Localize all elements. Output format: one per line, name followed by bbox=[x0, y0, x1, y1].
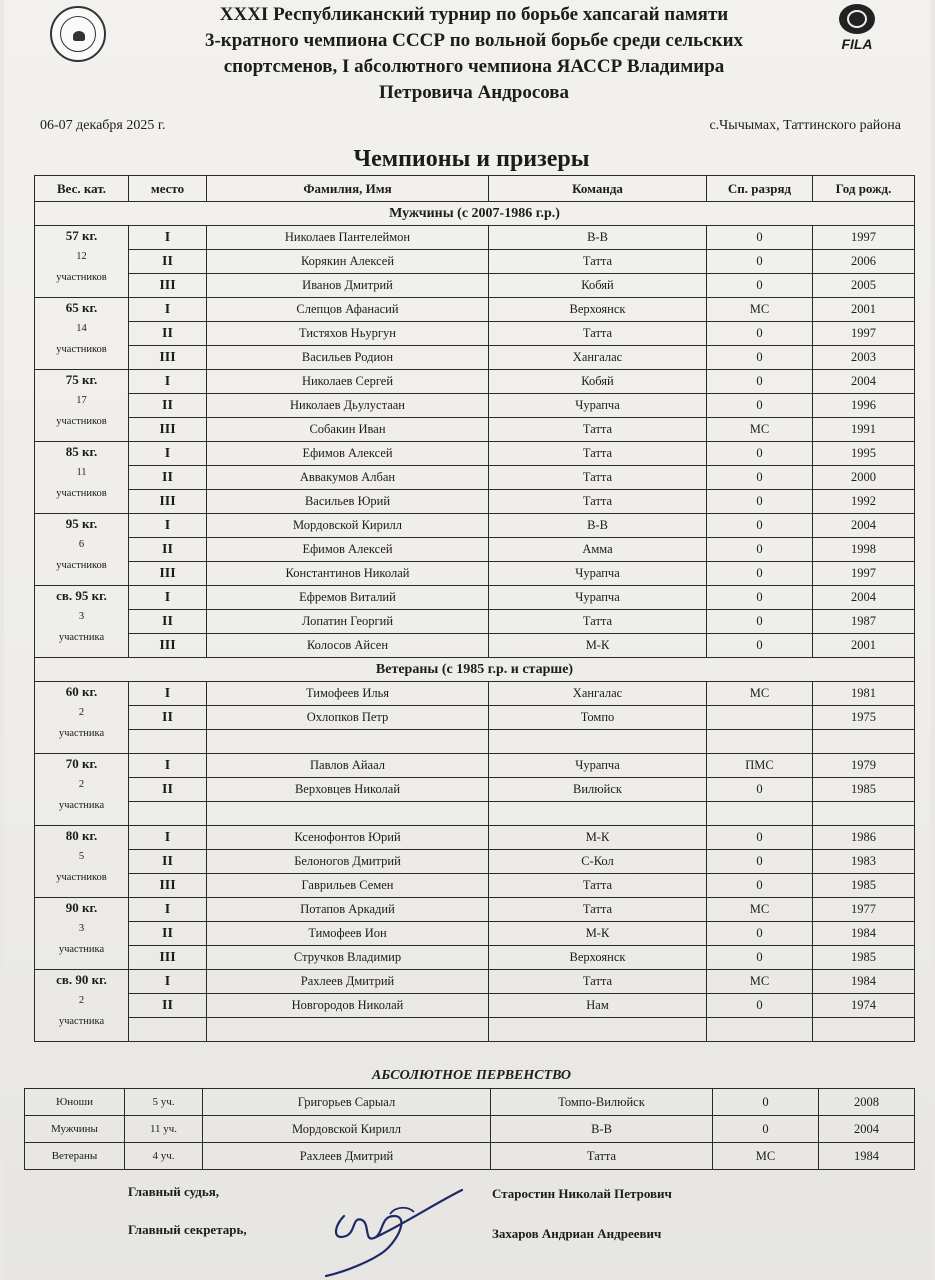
place-cell: II bbox=[129, 250, 207, 274]
team-cell bbox=[489, 1018, 707, 1042]
table-row bbox=[35, 322, 915, 346]
weight-category-cell bbox=[35, 370, 129, 442]
absolute-category-cell: Юноши bbox=[25, 1089, 125, 1116]
absolute-count-cell: 11 уч. bbox=[125, 1116, 203, 1143]
place-cell: II bbox=[129, 850, 207, 874]
participant-count: 6 bbox=[78, 539, 85, 550]
birth-year-cell: 1991 bbox=[813, 418, 915, 442]
table-row bbox=[35, 898, 915, 922]
table-row bbox=[35, 850, 915, 874]
birth-year-cell: 1996 bbox=[813, 394, 915, 418]
weight-class: 90 кг. bbox=[65, 900, 98, 915]
place-cell: III bbox=[129, 946, 207, 970]
column-header: Фамилия, Имя bbox=[207, 176, 489, 202]
sport-rank-cell: 0 bbox=[713, 1089, 819, 1116]
weight-class: 95 кг. bbox=[65, 516, 98, 531]
section-header-row bbox=[35, 658, 915, 682]
participant-count: 3 bbox=[78, 611, 85, 622]
place-cell: I bbox=[129, 970, 207, 994]
place-cell: II bbox=[129, 394, 207, 418]
table-row bbox=[35, 682, 915, 706]
sport-rank-cell: МС bbox=[713, 1143, 819, 1170]
chief-secretary-name: Захаров Андриан Андреевич bbox=[492, 1226, 662, 1241]
birth-year-cell: 2000 bbox=[813, 466, 915, 490]
team-cell: Татта bbox=[489, 610, 707, 634]
table-row bbox=[35, 970, 915, 994]
athlete-name-cell: Рахлеев Дмитрий bbox=[207, 970, 489, 994]
athlete-name-cell bbox=[207, 1018, 489, 1042]
sport-rank-cell: 0 bbox=[707, 610, 813, 634]
absolute-championship-table bbox=[24, 1088, 915, 1170]
table-row bbox=[35, 466, 915, 490]
participant-count: 17 bbox=[76, 395, 87, 406]
birth-year-cell: 1992 bbox=[813, 490, 915, 514]
birth-year-cell: 1975 bbox=[813, 706, 915, 730]
sport-rank-cell: 0 bbox=[707, 562, 813, 586]
team-cell: Татта bbox=[489, 250, 707, 274]
absolute-category-cell: Мужчины bbox=[25, 1116, 125, 1143]
participants-label: участника bbox=[58, 799, 105, 811]
athlete-name-cell: Потапов Аркадий bbox=[207, 898, 489, 922]
table-row bbox=[35, 418, 915, 442]
weight-category-cell bbox=[35, 970, 129, 1042]
birth-year-cell: 1979 bbox=[813, 754, 915, 778]
results-table bbox=[34, 175, 915, 1042]
document-sheet bbox=[4, 0, 931, 1280]
sport-rank-cell: 0 bbox=[707, 514, 813, 538]
sport-rank-cell: 0 bbox=[707, 922, 813, 946]
team-cell: Томпо bbox=[489, 706, 707, 730]
team-cell: Чурапча bbox=[489, 754, 707, 778]
weight-category-cell bbox=[35, 754, 129, 826]
participants-label: участников bbox=[56, 871, 107, 883]
team-cell: Татта bbox=[489, 874, 707, 898]
participants-label: участников bbox=[56, 343, 107, 355]
birth-year-cell: 2006 bbox=[813, 250, 915, 274]
table-row bbox=[35, 490, 915, 514]
birth-year-cell: 1997 bbox=[813, 562, 915, 586]
athlete-name-cell: Собакин Иван bbox=[207, 418, 489, 442]
sport-rank-cell: 0 bbox=[707, 634, 813, 658]
event-date: 06-07 декабря 2025 г. bbox=[40, 118, 166, 133]
birth-year-cell bbox=[813, 730, 915, 754]
athlete-name-cell: Григорьев Сарыал bbox=[203, 1089, 491, 1116]
place-cell: II bbox=[129, 538, 207, 562]
team-cell: Кобяй bbox=[489, 370, 707, 394]
athlete-name-cell: Тимофеев Ион bbox=[207, 922, 489, 946]
sport-rank-cell: 0 bbox=[707, 586, 813, 610]
table-row bbox=[35, 514, 915, 538]
birth-year-cell: 2001 bbox=[813, 298, 915, 322]
chief-judge-name: Старостин Николай Петрович bbox=[492, 1186, 672, 1201]
athlete-name-cell: Тимофеев Илья bbox=[207, 682, 489, 706]
weight-class: 75 кг. bbox=[65, 372, 98, 387]
athlete-name-cell: Охлопков Петр bbox=[207, 706, 489, 730]
participant-count: 2 bbox=[78, 995, 85, 1006]
weight-category-cell bbox=[35, 514, 129, 586]
participant-count: 3 bbox=[78, 923, 85, 934]
place-cell bbox=[129, 802, 207, 826]
weight-class: 60 кг. bbox=[65, 684, 98, 699]
table-row bbox=[35, 730, 915, 754]
athlete-name-cell: Тистяхов Ньургун bbox=[207, 322, 489, 346]
team-cell: Татта bbox=[489, 442, 707, 466]
athlete-name-cell: Мордовской Кирилл bbox=[207, 514, 489, 538]
column-header: Год рожд. bbox=[813, 176, 915, 202]
place-cell: II bbox=[129, 322, 207, 346]
place-cell: I bbox=[129, 754, 207, 778]
birth-year-cell bbox=[813, 1018, 915, 1042]
table-row bbox=[35, 754, 915, 778]
athlete-name-cell: Новгородов Николай bbox=[207, 994, 489, 1018]
athlete-name-cell: Лопатин Георгий bbox=[207, 610, 489, 634]
sport-rank-cell bbox=[707, 706, 813, 730]
table-row bbox=[35, 250, 915, 274]
birth-year-cell: 2004 bbox=[813, 514, 915, 538]
sport-rank-cell: 0 bbox=[707, 850, 813, 874]
sport-rank-cell: МС bbox=[707, 970, 813, 994]
team-cell: Чурапча bbox=[489, 394, 707, 418]
birth-year-cell: 1985 bbox=[813, 946, 915, 970]
place-cell: II bbox=[129, 778, 207, 802]
title-line-4: Петровича Андросова bbox=[378, 82, 570, 103]
weight-category-cell bbox=[35, 826, 129, 898]
sport-rank-cell: 0 bbox=[707, 346, 813, 370]
table-row bbox=[35, 562, 915, 586]
birth-year-cell: 2003 bbox=[813, 346, 915, 370]
participants-label: участников bbox=[56, 271, 107, 283]
athlete-name-cell bbox=[207, 730, 489, 754]
place-cell: III bbox=[129, 490, 207, 514]
weight-category-cell bbox=[35, 442, 129, 514]
place-cell: II bbox=[129, 466, 207, 490]
column-header: Команда bbox=[489, 176, 707, 202]
table-header-row bbox=[35, 176, 915, 202]
team-cell: Татта bbox=[489, 898, 707, 922]
absolute-row bbox=[25, 1089, 915, 1116]
place-cell: III bbox=[129, 274, 207, 298]
athlete-name-cell: Стручков Владимир bbox=[207, 946, 489, 970]
place-cell: III bbox=[129, 346, 207, 370]
weight-class: 85 кг. bbox=[65, 444, 98, 459]
absolute-category-cell: Ветераны bbox=[25, 1143, 125, 1170]
athlete-name-cell: Иванов Дмитрий bbox=[207, 274, 489, 298]
participants-label: участников bbox=[56, 559, 107, 571]
weight-class: св. 95 кг. bbox=[56, 588, 107, 603]
table-row bbox=[35, 994, 915, 1018]
birth-year-cell: 1984 bbox=[819, 1143, 915, 1170]
athlete-name-cell: Мордовской Кирилл bbox=[203, 1116, 491, 1143]
birth-year-cell: 2005 bbox=[813, 274, 915, 298]
weight-class: 57 кг. bbox=[65, 228, 98, 243]
table-row bbox=[35, 538, 915, 562]
place-cell: I bbox=[129, 514, 207, 538]
place-cell: I bbox=[129, 826, 207, 850]
birth-year-cell: 2001 bbox=[813, 634, 915, 658]
fila-logo-icon bbox=[824, 4, 890, 56]
place-cell: I bbox=[129, 370, 207, 394]
birth-year-cell: 1984 bbox=[813, 970, 915, 994]
athlete-name-cell: Павлов Айаал bbox=[207, 754, 489, 778]
weight-category-cell bbox=[35, 226, 129, 298]
team-cell: Татта bbox=[489, 970, 707, 994]
place-cell: II bbox=[129, 706, 207, 730]
athlete-name-cell: Гаврильев Семен bbox=[207, 874, 489, 898]
sport-rank-cell: МС bbox=[707, 898, 813, 922]
absolute-count-cell: 4 уч. bbox=[125, 1143, 203, 1170]
participants-label: участника bbox=[58, 1015, 105, 1027]
sport-rank-cell bbox=[707, 730, 813, 754]
birth-year-cell: 1998 bbox=[813, 538, 915, 562]
title-line-2: 3-кратного чемпиона СССР по вольной борьбе среди сельских bbox=[204, 30, 744, 51]
sport-rank-cell bbox=[707, 1018, 813, 1042]
participants-label: участников bbox=[56, 415, 107, 427]
weight-class: св. 90 кг. bbox=[56, 972, 107, 987]
sport-rank-cell: 0 bbox=[713, 1116, 819, 1143]
participant-count: 5 bbox=[78, 851, 85, 862]
weight-class: 80 кг. bbox=[65, 828, 98, 843]
team-cell: Татта bbox=[489, 466, 707, 490]
athlete-name-cell: Ксенофонтов Юрий bbox=[207, 826, 489, 850]
birth-year-cell: 1985 bbox=[813, 874, 915, 898]
athlete-name-cell: Колосов Айсен bbox=[207, 634, 489, 658]
handwritten-signature-icon bbox=[304, 1186, 464, 1278]
birth-year-cell: 1985 bbox=[813, 778, 915, 802]
team-cell: Вилюйск bbox=[489, 778, 707, 802]
athlete-name-cell: Корякин Алексей bbox=[207, 250, 489, 274]
birth-year-cell: 1997 bbox=[813, 322, 915, 346]
place-cell: I bbox=[129, 442, 207, 466]
participants-label: участника bbox=[58, 727, 105, 739]
table-row bbox=[35, 610, 915, 634]
table-row bbox=[35, 634, 915, 658]
birth-year-cell: 2004 bbox=[813, 370, 915, 394]
table-row bbox=[35, 274, 915, 298]
table-row bbox=[35, 922, 915, 946]
team-cell: В-В bbox=[489, 514, 707, 538]
birth-year-cell: 2004 bbox=[813, 586, 915, 610]
chief-judge-label: Главный судья, bbox=[128, 1184, 220, 1199]
sport-rank-cell: 0 bbox=[707, 946, 813, 970]
team-cell: В-В bbox=[491, 1116, 713, 1143]
sport-rank-cell: 0 bbox=[707, 490, 813, 514]
weight-class: 65 кг. bbox=[65, 300, 98, 315]
team-cell: Верхоянск bbox=[489, 946, 707, 970]
athlete-name-cell: Николаев Пантелеймон bbox=[207, 226, 489, 250]
birth-year-cell: 2004 bbox=[819, 1116, 915, 1143]
weight-category-cell bbox=[35, 298, 129, 370]
sport-rank-cell: 0 bbox=[707, 226, 813, 250]
sport-rank-cell: МС bbox=[707, 298, 813, 322]
place-cell: III bbox=[129, 874, 207, 898]
section-title: Ветераны (с 1985 г.р. и старше) bbox=[35, 658, 915, 682]
absolute-championship-title: АБСОЛЮТНОЕ ПЕРВЕНСТВО bbox=[372, 1068, 571, 1083]
place-cell: III bbox=[129, 418, 207, 442]
team-cell bbox=[489, 730, 707, 754]
table-row bbox=[35, 586, 915, 610]
federation-emblem-icon bbox=[50, 6, 106, 62]
title-line-1: XXXI Республиканский турнир по борьбе хапсагай памяти bbox=[219, 4, 729, 25]
sport-rank-cell: 0 bbox=[707, 778, 813, 802]
team-cell: Томпо-Вилюйск bbox=[491, 1089, 713, 1116]
athlete-name-cell: Слепцов Афанасий bbox=[207, 298, 489, 322]
absolute-row bbox=[25, 1143, 915, 1170]
place-cell bbox=[129, 1018, 207, 1042]
athlete-name-cell: Николаев Сергей bbox=[207, 370, 489, 394]
place-cell: I bbox=[129, 898, 207, 922]
birth-year-cell: 2008 bbox=[819, 1089, 915, 1116]
weight-category-cell bbox=[35, 898, 129, 970]
team-cell: Хангалас bbox=[489, 346, 707, 370]
chief-secretary-label: Главный секретарь, bbox=[128, 1222, 247, 1237]
sport-rank-cell: 0 bbox=[707, 874, 813, 898]
athlete-name-cell: Белоногов Дмитрий bbox=[207, 850, 489, 874]
place-cell: I bbox=[129, 298, 207, 322]
column-header: Вес. кат. bbox=[35, 176, 129, 202]
participants-label: участников bbox=[56, 487, 107, 499]
weight-class: 70 кг. bbox=[65, 756, 98, 771]
sport-rank-cell: 0 bbox=[707, 274, 813, 298]
team-cell: Верхоянск bbox=[489, 298, 707, 322]
sport-rank-cell: МС bbox=[707, 682, 813, 706]
athlete-name-cell: Ефремов Виталий bbox=[207, 586, 489, 610]
fila-logo-text: FILA bbox=[841, 36, 873, 52]
table-row bbox=[35, 226, 915, 250]
table-row bbox=[35, 1018, 915, 1042]
team-cell: Нам bbox=[489, 994, 707, 1018]
birth-year-cell: 1981 bbox=[813, 682, 915, 706]
table-row bbox=[35, 778, 915, 802]
table-row bbox=[35, 442, 915, 466]
place-cell: I bbox=[129, 586, 207, 610]
team-cell: Кобяй bbox=[489, 274, 707, 298]
athlete-name-cell: Васильев Родион bbox=[207, 346, 489, 370]
place-cell: III bbox=[129, 562, 207, 586]
birth-year-cell: 1984 bbox=[813, 922, 915, 946]
place-cell: III bbox=[129, 634, 207, 658]
birth-year-cell: 1997 bbox=[813, 226, 915, 250]
sport-rank-cell: 0 bbox=[707, 994, 813, 1018]
team-cell: Хангалас bbox=[489, 682, 707, 706]
table-row bbox=[35, 346, 915, 370]
birth-year-cell bbox=[813, 802, 915, 826]
place-cell: II bbox=[129, 610, 207, 634]
team-cell: Татта bbox=[491, 1143, 713, 1170]
sport-rank-cell: 0 bbox=[707, 322, 813, 346]
team-cell: Чурапча bbox=[489, 586, 707, 610]
participant-count: 14 bbox=[76, 323, 87, 334]
participants-label: участника bbox=[58, 943, 105, 955]
absolute-row bbox=[25, 1116, 915, 1143]
place-cell bbox=[129, 730, 207, 754]
weight-category-cell bbox=[35, 586, 129, 658]
column-header: Сп. разряд bbox=[707, 176, 813, 202]
section-title: Мужчины (с 2007-1986 г.р.) bbox=[35, 202, 915, 226]
table-row bbox=[35, 394, 915, 418]
sport-rank-cell: МС bbox=[707, 418, 813, 442]
title-line-3: спортсменов, I абсолютного чемпиона ЯАССР Владимира bbox=[223, 56, 725, 77]
birth-year-cell: 1995 bbox=[813, 442, 915, 466]
sport-rank-cell: 0 bbox=[707, 538, 813, 562]
sport-rank-cell: 0 bbox=[707, 394, 813, 418]
athlete-name-cell: Аввакумов Албан bbox=[207, 466, 489, 490]
place-cell: I bbox=[129, 226, 207, 250]
team-cell: М-К bbox=[489, 826, 707, 850]
sport-rank-cell bbox=[707, 802, 813, 826]
birth-year-cell: 1983 bbox=[813, 850, 915, 874]
participant-count: 12 bbox=[76, 251, 87, 262]
page-heading: Чемпионы и призеры bbox=[353, 146, 590, 172]
sport-rank-cell: 0 bbox=[707, 442, 813, 466]
sport-rank-cell: ПМС bbox=[707, 754, 813, 778]
participant-count: 11 bbox=[76, 467, 87, 478]
place-cell: II bbox=[129, 922, 207, 946]
sport-rank-cell: 0 bbox=[707, 826, 813, 850]
event-place: с.Чычымах, Таттинского района bbox=[709, 118, 901, 133]
participant-count: 2 bbox=[78, 779, 85, 790]
team-cell: Татта bbox=[489, 322, 707, 346]
table-row bbox=[35, 946, 915, 970]
athlete-name-cell: Константинов Николай bbox=[207, 562, 489, 586]
section-header-row bbox=[35, 202, 915, 226]
team-cell: Татта bbox=[489, 490, 707, 514]
team-cell: В-В bbox=[489, 226, 707, 250]
birth-year-cell: 1986 bbox=[813, 826, 915, 850]
athlete-name-cell: Верховцев Николай bbox=[207, 778, 489, 802]
place-cell: I bbox=[129, 682, 207, 706]
athlete-name-cell: Рахлеев Дмитрий bbox=[203, 1143, 491, 1170]
table-row bbox=[35, 370, 915, 394]
sport-rank-cell: 0 bbox=[707, 250, 813, 274]
table-row bbox=[35, 706, 915, 730]
table-row bbox=[35, 826, 915, 850]
column-header: место bbox=[129, 176, 207, 202]
team-cell: Чурапча bbox=[489, 562, 707, 586]
birth-year-cell: 1974 bbox=[813, 994, 915, 1018]
team-cell: Татта bbox=[489, 418, 707, 442]
team-cell: С-Кол bbox=[489, 850, 707, 874]
athlete-name-cell: Ефимов Алексей bbox=[207, 442, 489, 466]
sport-rank-cell: 0 bbox=[707, 370, 813, 394]
athlete-name-cell: Николаев Дьулустаан bbox=[207, 394, 489, 418]
participant-count: 2 bbox=[78, 707, 85, 718]
sport-rank-cell: 0 bbox=[707, 466, 813, 490]
participants-label: участника bbox=[58, 631, 105, 643]
weight-category-cell bbox=[35, 682, 129, 754]
table-row bbox=[35, 298, 915, 322]
absolute-count-cell: 5 уч. bbox=[125, 1089, 203, 1116]
place-cell: II bbox=[129, 994, 207, 1018]
table-row bbox=[35, 802, 915, 826]
table-row bbox=[35, 874, 915, 898]
birth-year-cell: 1987 bbox=[813, 610, 915, 634]
athlete-name-cell: Ефимов Алексей bbox=[207, 538, 489, 562]
athlete-name-cell bbox=[207, 802, 489, 826]
team-cell: М-К bbox=[489, 922, 707, 946]
team-cell: Амма bbox=[489, 538, 707, 562]
team-cell: М-К bbox=[489, 634, 707, 658]
birth-year-cell: 1977 bbox=[813, 898, 915, 922]
team-cell bbox=[489, 802, 707, 826]
document-title bbox=[134, 2, 814, 106]
athlete-name-cell: Васильев Юрий bbox=[207, 490, 489, 514]
